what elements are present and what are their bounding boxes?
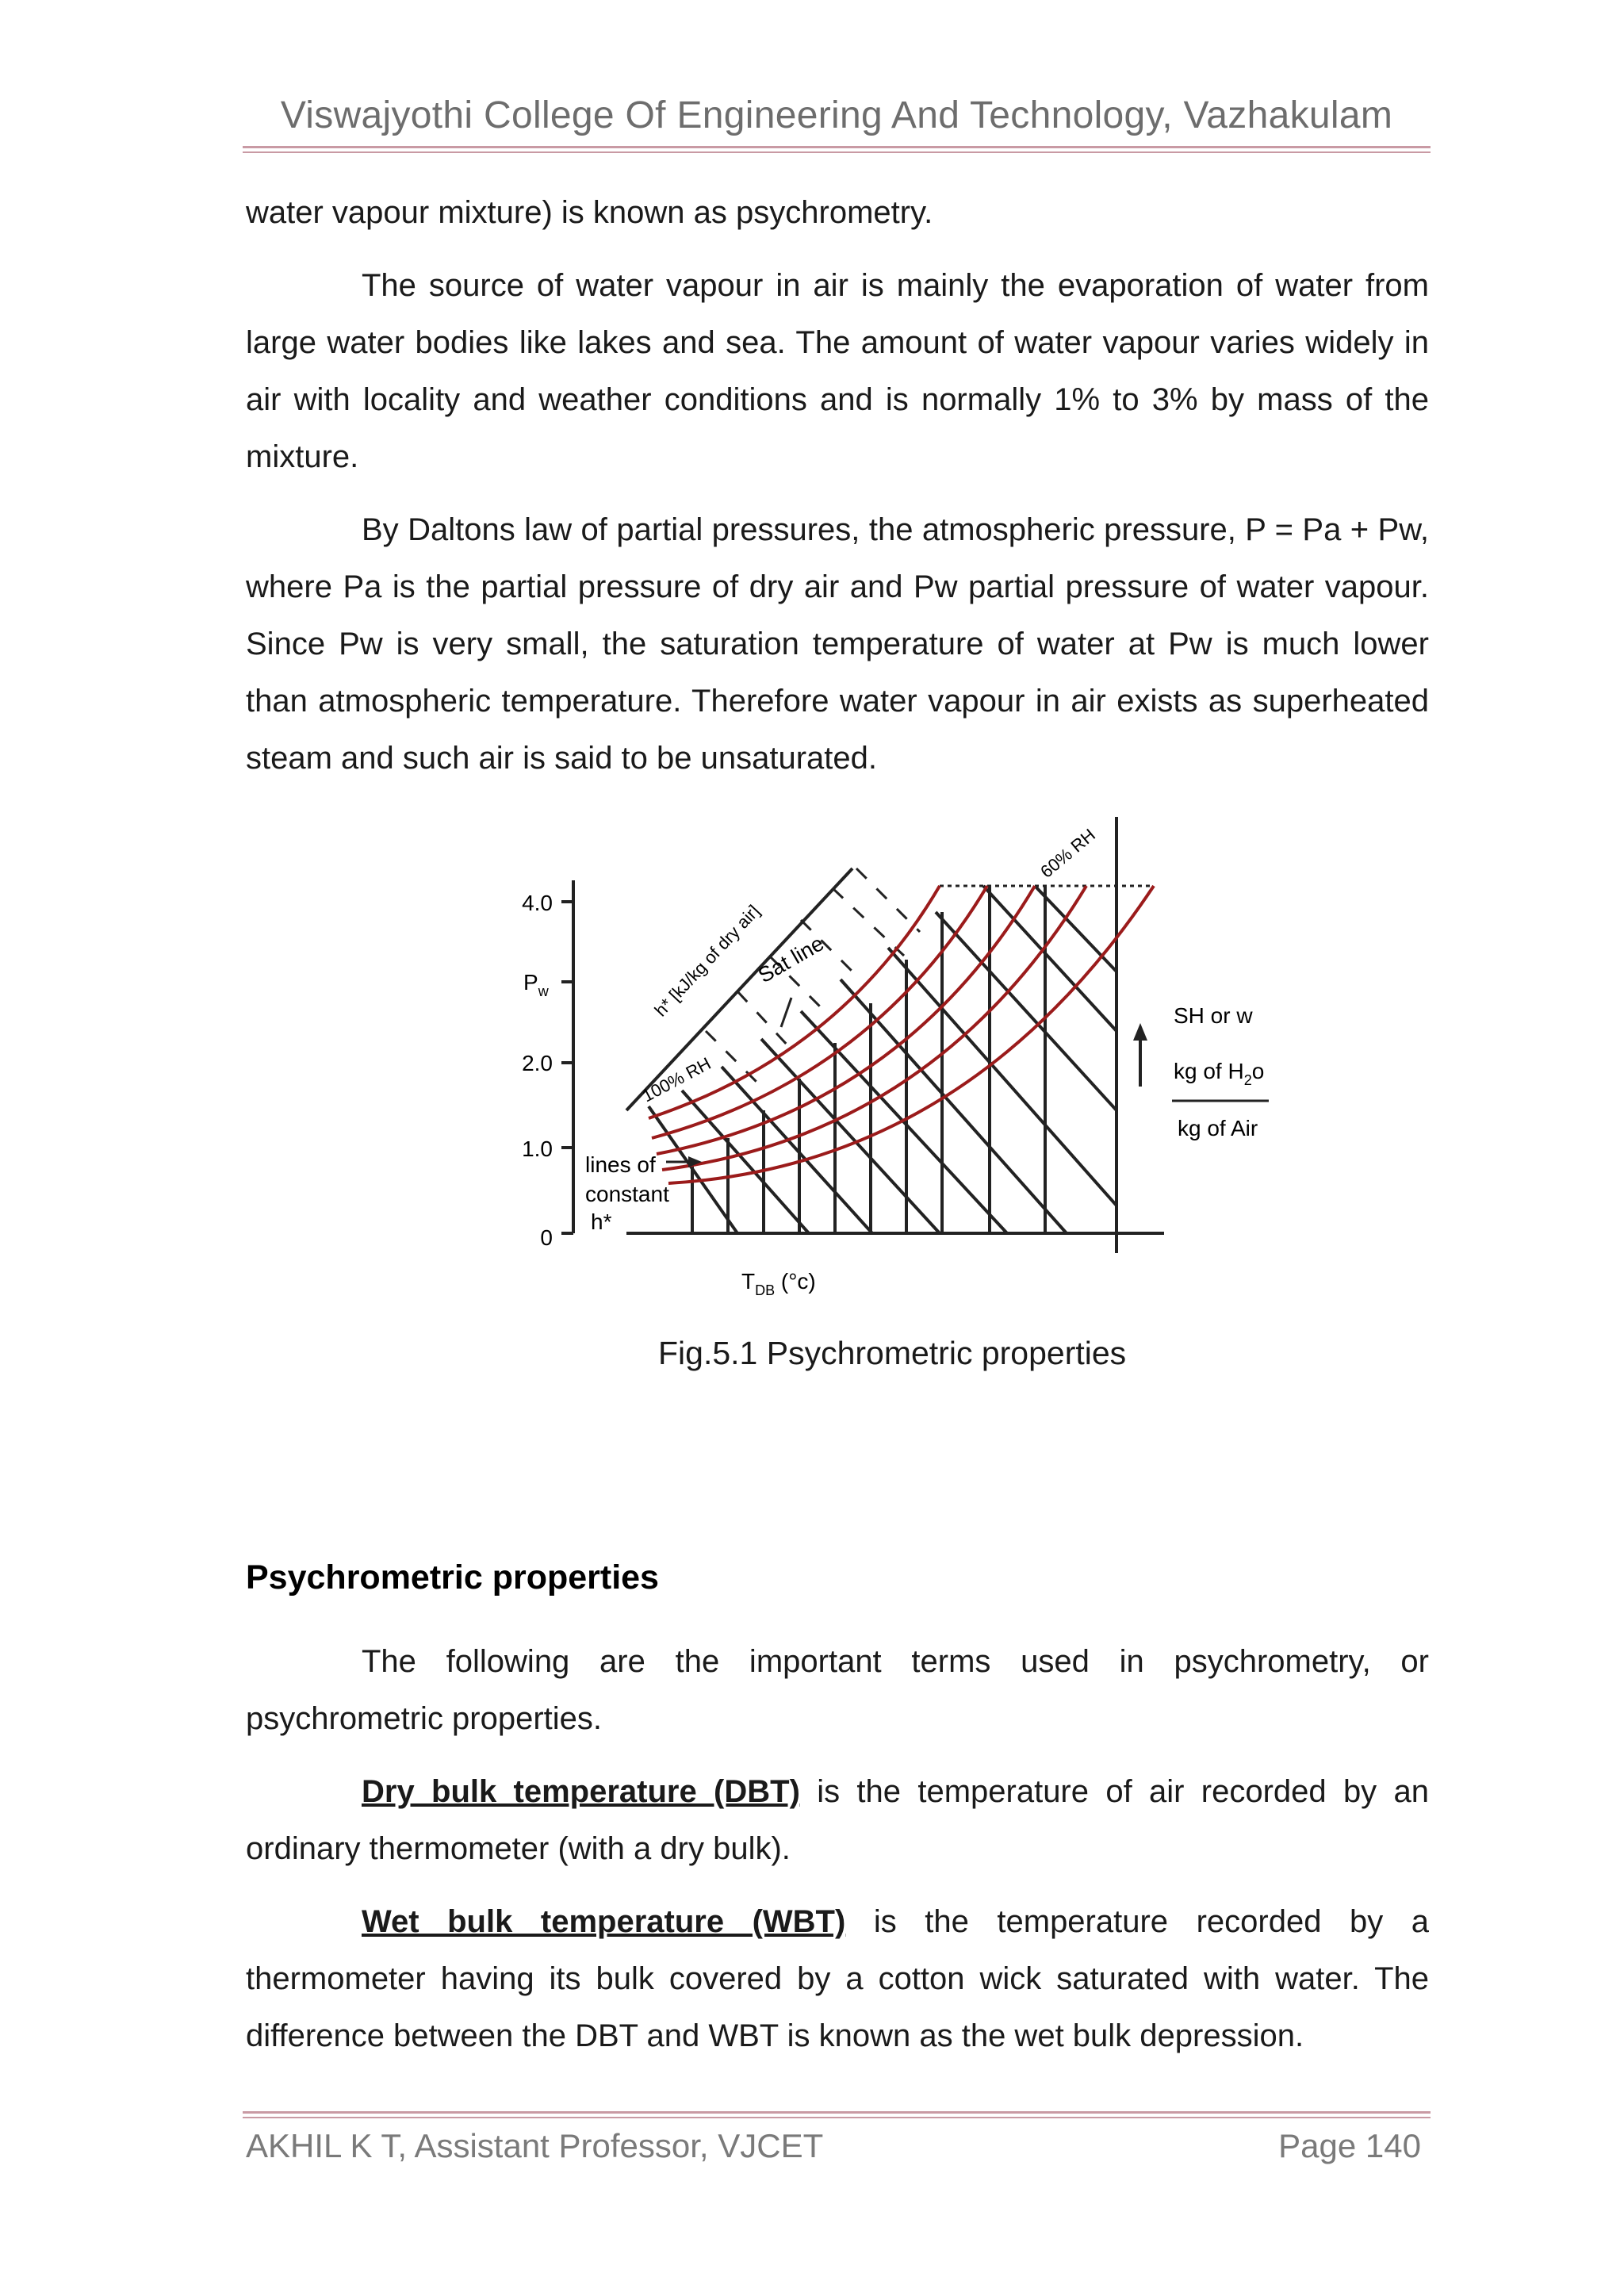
page-header-title: Viswajyothi College Of Engineering And Technology, Vazhakulam (280, 94, 1393, 136)
footer-page-number: Page 140 (1278, 2127, 1421, 2164)
psychrometric-chart (476, 793, 1300, 1317)
body-text-bottom (246, 1633, 1429, 2064)
y-tick-label-2: 2.0 (522, 1051, 553, 1075)
constant-h-label-line2: constant (585, 1182, 669, 1206)
y-tick-label-4: 4.0 (522, 891, 553, 915)
header-rule-secondary (243, 151, 1431, 153)
y-tick-label-0: 0 (540, 1225, 553, 1250)
constant-h-label-line3: h* (591, 1209, 612, 1234)
wbt-definition: is the temperature recorded by a thermometer having its bulk covered by a cotton wick saturated with water. The difference between the DBT and WBT is known as the wet bulk depression. (246, 1904, 1429, 2053)
sh-arrow-head (1133, 1023, 1147, 1041)
paragraph-water-vapour-source: The source of water vapour in air is mainly the evaporation of water from large water bodies like lakes and sea. The amount of water vapour varies widely in air with locality and weather conditions and is normally 1% to 3% by mass of the mixture. (246, 268, 1429, 474)
dbt-definition: is the temperature of air recorded by an ordinary thermometer (with a dry bulk). (246, 1774, 1429, 1866)
vertical-dbt-lines (692, 886, 1045, 1233)
footer-author: AKHIL K T, Assistant Professor, VJCET (246, 2127, 824, 2164)
y-tick-label-1: 1.0 (522, 1137, 553, 1161)
body-text-top (246, 184, 1429, 787)
paragraph-dbt (246, 1763, 1429, 1877)
enthalpy-dashed-guides (706, 868, 920, 1083)
rh60-label: 60% RH (1036, 825, 1099, 882)
paragraph-intro: The following are the important terms used in psychrometry, or psychrometric properties. (246, 1644, 1429, 1736)
pw-axis-label: $P_w$ (523, 970, 549, 999)
footer-rule (243, 2111, 1431, 2114)
rh100-label: 100% RH (638, 1053, 714, 1106)
sat-line-pointer (781, 998, 791, 1027)
paragraph-wbt (246, 1893, 1429, 2064)
enthalpy-scale-line (626, 868, 852, 1110)
wbt-term: Wet bulk temperature (WBT) (362, 1904, 846, 1939)
figure-caption: Fig.5.1 Psychrometric properties (658, 1335, 1127, 1371)
sh-label: SH or w (1174, 1003, 1253, 1028)
paragraph-continuation: water vapour mixture) is known as psychrometry. (246, 195, 933, 230)
dbt-term: Dry bulk temperature (DBT) (362, 1774, 800, 1809)
enthalpy-scale-label: h* [kJ/kg of dry air] (650, 901, 764, 1021)
sat-line-label: Sat line (754, 931, 828, 988)
footer-rule-secondary (243, 2117, 1431, 2118)
kg-h2o-label: kg of $H_2o$ (1174, 1059, 1265, 1088)
kg-air-label: kg of Air (1178, 1116, 1258, 1140)
paragraph-daltons-law: By Daltons law of partial pressures, the atmospheric pressure, P = Pa + Pw, where Pa is the partial pressure of dry air and Pw partial pressure of water vapour. Since Pw is very small, the saturation temperature of water at Pw is much lower than atmospheric temperature. Therefore water vapour in air exists as superheated steam and such air is said to be unsaturated. (246, 512, 1429, 776)
header-rule (243, 146, 1431, 148)
constant-h-label-line1: lines of (585, 1152, 656, 1177)
section-heading: Psychrometric properties (246, 1558, 659, 1596)
tdb-axis-label: $T_{DB}$ (°c) (741, 1269, 816, 1298)
